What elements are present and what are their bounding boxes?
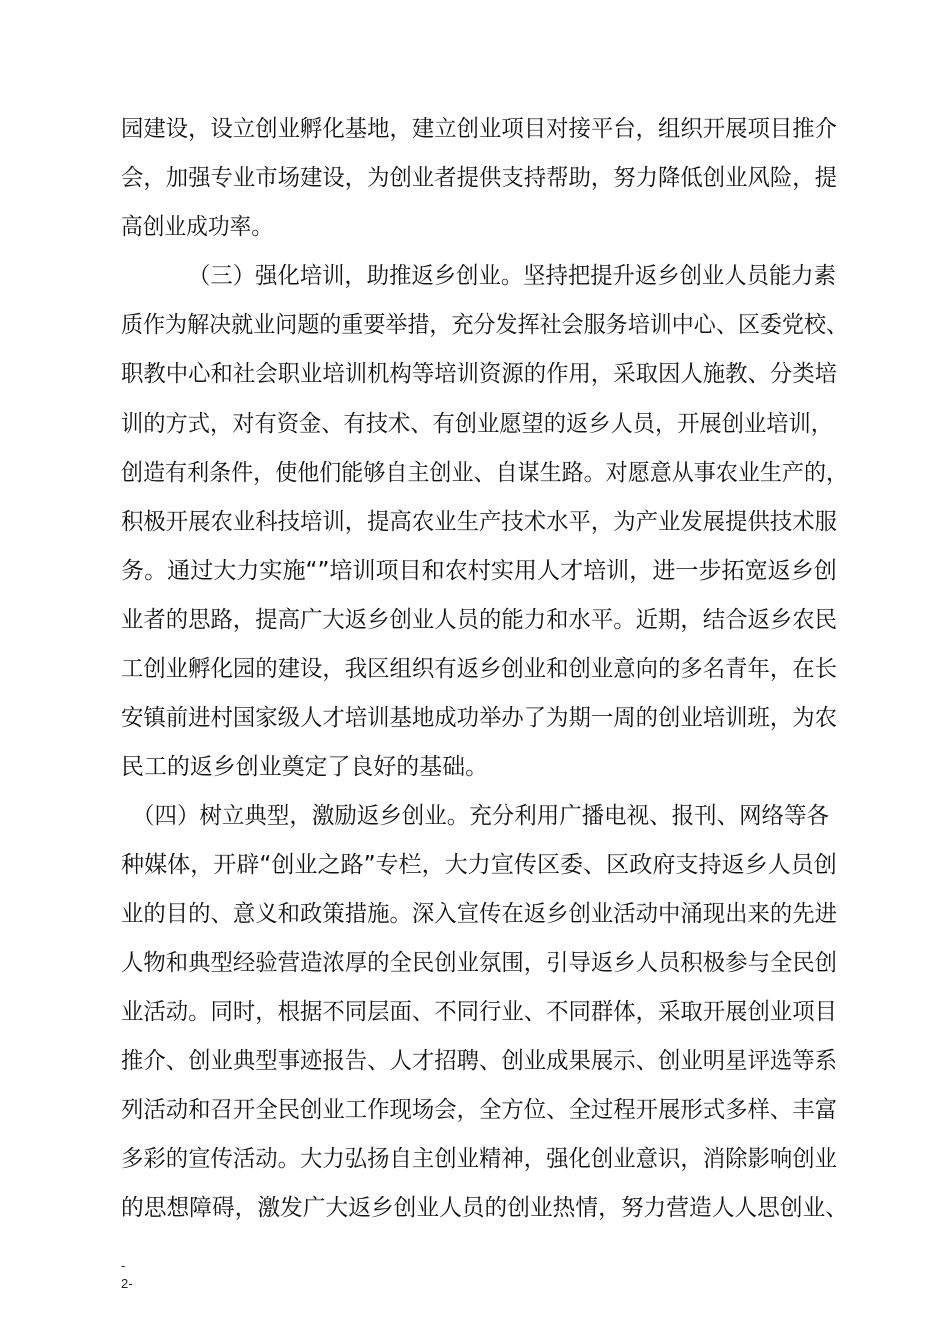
text-line: 安镇前进村国家级人才培训基地成功举办了为期一周的创业培训班，为农	[121, 705, 837, 731]
text-line: 推介、创业典型事迹报告、人才招聘、创业成果展示、创业明星评选等系	[121, 1048, 837, 1074]
text-line: 多彩的宣传活动。大力弘扬自主创业精神，强化创业意识，消除影响创业	[121, 1146, 837, 1172]
text-line: 的思想障碍，激发广大返乡创业人员的创业热情，努力营造人人思创业、	[121, 1195, 848, 1221]
section-heading-line: （三）强化培训，助推返乡创业。坚持把提升返乡创业人员能力素	[188, 263, 836, 289]
text-line: 业者的思路，提高广大返乡创业人员的能力和水平。近期，结合返乡农民	[121, 607, 837, 633]
text-line: 人物和典型经验营造浓厚的全民创业氛围，引导返乡人员积极参与全民创	[121, 950, 837, 976]
section-heading-line: （四）树立典型，激励返乡创业。充分利用广播电视、报刊、网络等各	[132, 803, 829, 829]
text-line: 民工的返乡创业奠定了良好的基础。	[121, 754, 488, 780]
text-line: 务。通过大力实施“”培训项目和农村实用人才培训，进一步拓宽返乡创	[121, 558, 837, 584]
text-line: 职教中心和社会职业培训机构等培训资源的作用，采取因人施教、分类培	[121, 361, 837, 387]
text-line: 工创业孵化园的建设，我区组织有返乡创业和创业意向的多名青年，在长	[121, 656, 837, 682]
text-line: 种媒体，开辟“创业之路”专栏，大力宣传区委、区政府支持返乡人员创	[121, 852, 837, 878]
text-line: 列活动和召开全民创业工作现场会，全方位、全过程开展形式多样、丰富	[121, 1097, 837, 1123]
text-line: 高创业成功率。	[121, 214, 273, 240]
text-line: 积极开展农业科技培训，提高农业生产技术水平，为产业发展提供技术服	[121, 509, 837, 535]
text-line: 创造有利条件，使他们能够自主创业、自谋生路。对愿意从事农业生产的，	[121, 460, 848, 486]
page-number: 2-	[121, 1276, 133, 1291]
footer-mark: -	[121, 1258, 126, 1273]
text-line: 会，加强专业市场建设，为创业者提供支持帮助，努力降低创业风险，提	[121, 165, 837, 191]
text-line: 质作为解决就业问题的重要举措，充分发挥社会服务培训中心、区委党校、	[121, 312, 848, 338]
text-line: 业活动。同时，根据不同层面、不同行业、不同群体，采取开展创业项目	[121, 999, 837, 1025]
text-line: 训的方式，对有资金、有技术、有创业愿望的返乡人员，开展创业培训，	[121, 411, 833, 437]
text-line: 园建设，设立创业孵化基地，建立创业项目对接平台，组织开展项目推介	[121, 116, 837, 142]
text-line: 业的目的、意义和政策措施。深入宣传在返乡创业活动中涌现出来的先进	[121, 901, 837, 927]
